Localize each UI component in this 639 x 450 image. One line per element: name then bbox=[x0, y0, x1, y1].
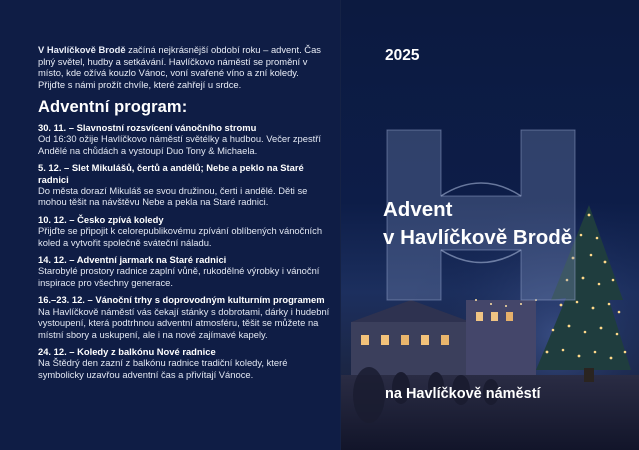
event-list bbox=[38, 122, 330, 386]
event-description: Do města dorazí Mikuláš se svou družinou, čerti i andělé. Děti se mohou těšit na návštěvu Nebe a pekla na Staré radnici. bbox=[38, 185, 308, 208]
event-item bbox=[38, 122, 330, 156]
intro-paragraph bbox=[38, 44, 328, 90]
event-description: Na Štědrý den zazní z balkónu radnice tradiční koledy, které symbolicky uzavřou adventní čas a přivítají Vánoce. bbox=[38, 357, 288, 380]
event-item bbox=[38, 346, 330, 380]
event-item bbox=[38, 214, 330, 248]
headline-line-1: Advent bbox=[383, 198, 453, 221]
event-description: Od 16:30 ožije Havlíčkovo náměstí světélky a hudbou. Večer zpestří Andělé na chůdách a vystoupí Duo Tony & Michaela. bbox=[38, 133, 321, 156]
year-label: 2025 bbox=[385, 47, 420, 64]
event-title: 30. 11. – Slavnostní rozsvícení vánočního stromu bbox=[38, 122, 257, 133]
event-description: Na Havlíčkově náměstí vás čekají stánky s dobrotami, dárky i hudební vystoupení, která podtrhnou adventní atmosféru, těšit se můžete na místní sbory a uskupení, ale i na nové zajímavé kapely. bbox=[38, 305, 330, 340]
location-subline: na Havlíčkově náměstí bbox=[385, 386, 541, 402]
program-heading: Adventní program: bbox=[38, 98, 188, 116]
event-description: Přijďte se připojit k celorepublikovému zpívání oblíbených vánočních koled a vytvořit společně sváteční náladu. bbox=[38, 225, 323, 248]
event-item bbox=[38, 162, 330, 208]
event-title: 24. 12. – Koledy z balkónu Nové radnice bbox=[38, 345, 216, 357]
event-description: Starobylé prostory radnice zaplní vůně, rukodělné výrobky i vánoční inspirace pro všechny generace. bbox=[38, 265, 320, 288]
event-title: 10. 12. – Česko zpívá koledy bbox=[38, 213, 164, 225]
event-title: 14. 12. – Adventní jarmark na Staré radnici bbox=[38, 254, 227, 266]
event-title: 16.–23. 12. – Vánoční trhy s doprovodným kulturním programem bbox=[38, 294, 325, 306]
cover-panel bbox=[341, 0, 639, 450]
event-title: 5. 12. – Slet Mikulášů, čertů a andělů; Nebe a peklo na Staré radnici bbox=[38, 162, 304, 185]
event-item bbox=[38, 294, 330, 340]
event-item bbox=[38, 254, 330, 288]
intro-bold: V Havlíčkově Brodě bbox=[38, 44, 126, 55]
headline-line-2: v Havlíčkově Brodě bbox=[383, 226, 573, 249]
cover-headline bbox=[383, 196, 633, 252]
intro-text: začíná nejkrásnější období roku – advent. Čas plný světel, hudby a setkávání. Havlíčkovo náměstí se promění v místo, kde ožívá kouzlo Vánoc, voní svařené víno a zní koledy. Přijďte s námi prožít chvíle, které zahřejí u srdce. bbox=[38, 44, 321, 90]
